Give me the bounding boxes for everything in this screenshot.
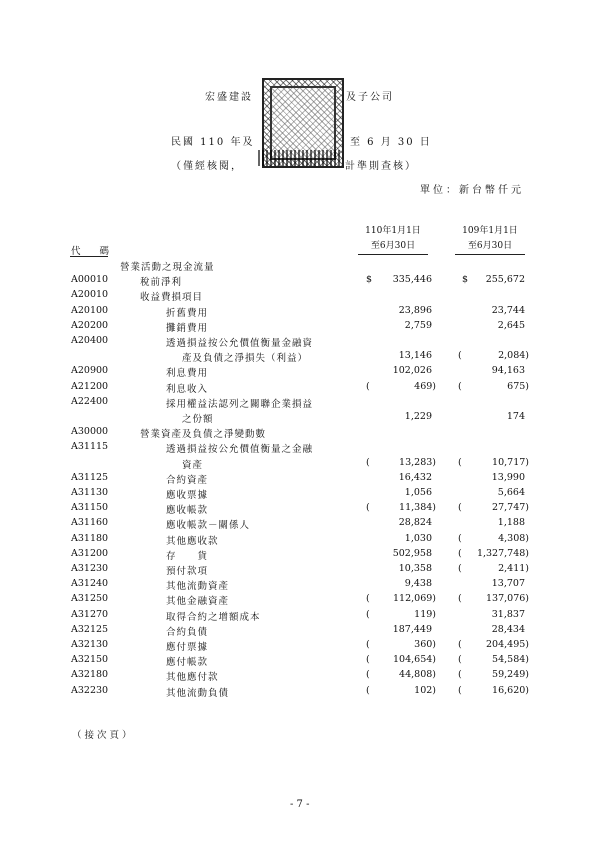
table-row [0,320,595,334]
unit-label: 單位：新台幣仟元 [420,185,524,196]
row-code: A31230 [71,563,109,574]
period2-header-line1: 109年1月1日 [462,226,518,236]
negative-paren: ( [458,593,462,605]
value-2020: 2,084) [498,350,529,362]
row-code: A31115 [71,441,109,453]
value-2021: 13,283) [399,456,436,468]
code-column-header: 代 碼 [71,246,118,257]
row-code: A20100 [71,304,109,316]
currency-symbol: $ [366,274,373,286]
negative-paren: ( [458,639,462,650]
row-description: 應付帳款 [166,657,209,669]
period1-header-line1: 110年1月1日 [365,226,421,236]
row-description: 其他金融資產 [166,596,230,608]
row-description: 透過損益按公允價值衡量金融資 [166,338,314,349]
row-code: A31270 [71,608,109,620]
table-row [0,411,595,425]
negative-paren: ( [366,639,370,650]
value-2020: 31,837 [491,608,525,620]
row-description: 合約負債 [166,626,209,638]
value-2020: 27,747) [492,502,529,514]
row-description: 應收帳款 [166,505,209,517]
value-2020: 1,327,748) [476,547,529,559]
value-2021: 1,030 [404,532,432,544]
table-row [0,426,595,440]
row-description: 營業活動之現金流量 [120,262,215,273]
negative-paren: ( [458,684,462,696]
row-code: A21200 [71,380,109,392]
row-description: 其他應付款 [166,672,219,684]
value-2021: 28,824 [398,517,432,529]
negative-paren: ( [366,593,370,605]
row-description: 預付款項 [166,566,209,577]
review-note-right: 計準則查核） [345,161,417,172]
period-left: 民國 110 年及 [171,137,255,148]
row-code: A31130 [71,487,109,498]
row-code: A31200 [71,547,109,559]
row-description: 資產 [182,459,204,471]
period2-header [455,224,525,255]
row-description: 收益費損項目 [140,292,204,304]
row-description: 利息收入 [166,383,209,395]
table-row [0,441,595,455]
period-right: 至 6 月 30 日 [350,137,432,148]
table-row [0,548,595,562]
value-2021: 9,438 [404,578,432,590]
row-description: 透過損益按公允價值衡量之金融 [166,444,314,456]
table-row [0,639,595,653]
negative-paren: ( [458,502,462,514]
row-code: A31180 [71,532,109,544]
value-2020: 94,163 [491,365,525,377]
value-2021: 112,069) [393,593,436,605]
value-2020: 2,645 [497,319,525,331]
row-description: 其他應收款 [166,535,219,547]
currency-symbol: $ [462,274,469,286]
table-row [0,396,595,410]
negative-paren: ( [458,547,462,559]
row-code: A32180 [71,669,109,681]
value-2020: 28,434 [491,623,525,635]
period1-header [358,224,428,255]
value-2020: 675) [507,380,529,392]
value-2021: 102,026 [392,365,432,377]
row-code: A32230 [71,684,109,696]
company-name-left: 宏盛建設 [205,92,253,103]
row-description: 折舊費用 [166,307,209,319]
value-2020: 10,717) [492,456,529,468]
table-row [0,274,595,288]
table-row [0,472,595,486]
row-description: 應收票據 [166,490,209,501]
row-description: 取得合約之增額成本 [166,611,261,623]
row-code: A31150 [71,502,109,514]
row-description: 其他流動負債 [166,687,230,699]
row-code: A20200 [71,319,109,331]
value-2021: 1,056 [404,487,432,498]
row-code: A31240 [71,578,109,590]
period1-header-line2: 至6月30日 [358,239,428,255]
value-2021: 187,449 [392,623,432,635]
row-description: 合約資產 [166,474,209,486]
negative-paren: ( [366,456,370,468]
value-2021: 11,384) [399,502,436,514]
negative-paren: ( [366,684,370,696]
table-row [0,563,595,577]
table-row [0,669,595,683]
row-code: A32130 [71,639,109,650]
row-description: 之份額 [182,414,214,425]
value-2020: 137,076) [486,593,529,605]
row-description: 營業資產及負債之淨變動數 [140,429,267,441]
table-row [0,624,595,638]
value-2021: 469) [414,380,436,392]
row-description: 攤銷費用 [166,322,209,334]
value-2020: 255,672 [485,274,525,286]
value-2021: 16,432 [398,471,432,483]
value-2021: 13,146 [398,350,432,362]
value-2020: 54,584) [492,654,529,666]
value-2021: 102) [414,684,436,696]
negative-paren: ( [458,563,462,574]
table-row [0,593,595,607]
row-description: 利息費用 [166,368,209,380]
table-row [0,487,595,501]
redaction-mark [258,150,340,166]
table-row [0,578,595,592]
table-row [0,335,595,349]
table-row [0,381,595,395]
value-2021: 23,896 [398,304,432,316]
value-2020: 5,664 [497,487,525,498]
code-header-rule [70,256,108,257]
row-code: A31125 [71,471,109,483]
value-2020: 16,620) [492,684,529,696]
row-code: A20010 [71,289,109,301]
row-code: A32150 [71,654,109,666]
value-2020: 59,249) [492,669,529,681]
value-2021: 502,958 [392,547,432,559]
value-2020: 174 [506,411,525,422]
value-2021: 119) [414,608,436,620]
value-2021: 44,808) [399,669,436,681]
row-code: A00010 [71,274,109,286]
negative-paren: ( [458,350,462,362]
table-row [0,517,595,531]
row-description: 應付票據 [166,642,209,653]
row-code: A20400 [71,335,109,346]
value-2020: 204,495) [486,639,529,650]
negative-paren: ( [366,669,370,681]
negative-paren: ( [458,669,462,681]
table-row [0,654,595,668]
value-2021: 104,654) [393,654,436,666]
value-2021: 360) [414,639,436,650]
company-name-right: 及子公司 [346,92,394,103]
table-row [0,533,595,547]
table-row [0,350,595,364]
row-code: A22400 [71,395,109,407]
table-row [0,259,595,273]
row-code: A31250 [71,593,109,605]
negative-paren: ( [458,380,462,392]
negative-paren: ( [366,502,370,514]
negative-paren: ( [458,456,462,468]
table-row [0,305,595,319]
table-row [0,502,595,516]
page-number: - 7 - [290,799,310,810]
table-row [0,457,595,471]
review-note-left: （僅經核閱， [171,161,243,172]
table-row [0,289,595,303]
row-code: A32125 [71,623,109,635]
value-2020: 2,411) [498,563,529,574]
negative-paren: ( [366,608,370,620]
value-2020: 1,188 [497,517,525,529]
negative-paren: ( [458,654,462,666]
value-2020: 13,707 [491,578,525,590]
value-2020: 4,308) [498,532,529,544]
row-description: 應收帳款－關係人 [166,520,251,532]
row-code: A31160 [71,517,109,529]
row-description: 存 貨 [166,550,209,562]
table-row [0,609,595,623]
negative-paren: ( [366,380,370,392]
table-row [0,685,595,699]
row-description: 稅前淨利 [140,277,183,289]
value-2021: 335,446 [392,274,432,286]
value-2020: 13,990 [491,471,525,483]
row-code: A30000 [71,426,109,438]
row-description: 其他流動資產 [166,581,230,593]
negative-paren: ( [458,532,462,544]
period2-header-line2: 至6月30日 [455,239,525,255]
table-row [0,365,595,379]
row-description: 採用權益法認列之關聯企業損益 [166,398,314,410]
value-2020: 23,744 [491,304,525,316]
value-2021: 10,358 [398,563,432,574]
row-code: A20900 [71,365,109,377]
continued-note: （接次頁） [72,730,135,741]
value-2021: 1,229 [404,411,432,422]
row-description: 產及負債之淨損失（利益） [182,353,309,365]
negative-paren: ( [366,654,370,666]
value-2021: 2,759 [404,319,432,331]
